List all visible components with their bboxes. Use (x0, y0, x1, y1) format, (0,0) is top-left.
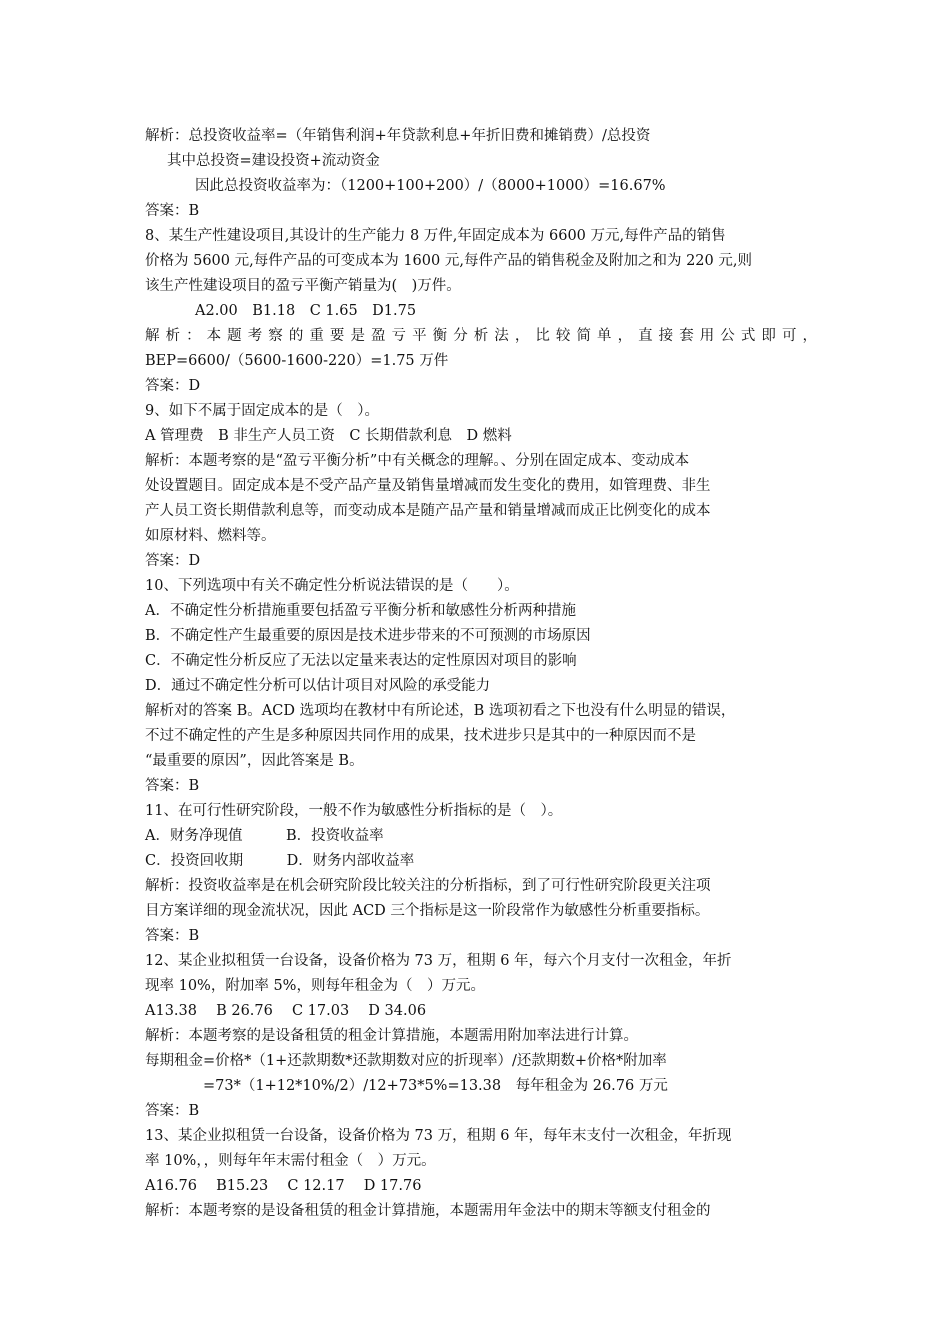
question-11-analysis: 目方案详细的现金流状况，因此 ACD 三个指标是这一阶段常作为敏感性分析重要指标。 (145, 903, 710, 919)
question-13-options: A16.76 B15.23 C 12.17 D 17.76 (145, 1178, 422, 1194)
answer-line: 答案：B (145, 778, 200, 794)
answer-line: 答案：B (145, 928, 200, 944)
question-10-option-c: C．不确定性分析反应了无法以定量来表达的定性原因对项目的影响 (145, 653, 577, 669)
question-10-option-d: D．通过不确定性分析可以估计项目对风险的承受能力 (145, 678, 491, 694)
question-9-text: 9、如下不属于固定成本的是（ ）。 (145, 403, 379, 419)
question-9-analysis: 解析：本题考察的是“盈亏平衡分析”中有关概念的理解。、分别在固定成本、变动成本 (145, 453, 690, 469)
question-10-analysis: 不过不确定性的产生是多种原因共同作用的成果，技术进步只是其中的一种原因而不是 (145, 728, 696, 744)
analysis-line: 解析：总投资收益率=（年销售利润+年贷款利息+年折旧费和摊销费）/总投资 (145, 128, 651, 144)
question-8-text: 该生产性建设项目的盈亏平衡产销量为( )万件。 (145, 278, 461, 294)
question-8-analysis: BEP=6600/（5600-1600-220）=1.75 万件 (145, 353, 449, 369)
analysis-formula: 因此总投资收益率为：（1200+100+200）/（8000+1000）=16.67% (195, 178, 666, 194)
question-13-text: 13、某企业拟租赁一台设备，设备价格为 73 万，租期 6 年，每年末支付一次租金，年折现 (145, 1128, 732, 1144)
question-10-option-b: B．不确定性产生最重要的原因是技术进步带来的不可预测的市场原因 (145, 628, 591, 644)
question-9-analysis: 处设置题目。固定成本是不受产品产量及销售量增减而发生变化的费用，如管理费、非生 (145, 478, 711, 494)
question-13-analysis: 解析：本题考察的是设备租赁的租金计算措施，本题需用年金法中的期末等额支付租金的 (145, 1203, 711, 1219)
answer-line: 答案：D (145, 378, 201, 394)
question-12-formula: 每期租金=价格*（1+还款期数*还款期数对应的折现率）/还款期数+价格*附加率 (145, 1053, 667, 1069)
answer-line: 答案：D (145, 553, 201, 569)
question-8-analysis: 解析：本题考察的重要是盈亏平衡分析法，比较简单，直接套用公式即可， (145, 328, 817, 344)
question-13-text: 率 10%，，则每年年末需付租金（ ）万元。 (145, 1153, 436, 1169)
question-8-text: 价格为 5600 元,每件产品的可变成本为 1600 元,每件产品的销售税金及附加之和为 220 元,则 (145, 253, 752, 269)
question-12-text: 现率 10%，附加率 5%，则每年租金为（ ）万元。 (145, 978, 485, 994)
question-8-text: 8、某生产性建设项目,其设计的生产能力 8 万件,年固定成本为 6600 万元,每件产品的销售 (145, 228, 726, 244)
answer-line: 答案：B (145, 203, 200, 219)
question-11-analysis: 解析：投资收益率是在机会研究阶段比较关注的分析指标，到了可行性研究阶段更关注项 (145, 878, 711, 894)
question-12-formula: =73*（1+12*10%/2）/12+73*5%=13.38 每年租金为 26.76 万元 (203, 1078, 668, 1094)
question-12-options: A13.38 B 26.76 C 17.03 D 34.06 (145, 1003, 427, 1019)
answer-line: 答案：B (145, 1103, 200, 1119)
question-8-options: A2.00 B1.18 C 1.65 D1.75 (195, 303, 417, 319)
question-11-options: C．投资回收期 D．财务内部收益率 (145, 853, 415, 869)
question-10-option-a: A．不确定性分析措施重要包括盈亏平衡分析和敏感性分析两种措施 (145, 603, 576, 619)
question-9-analysis: 如原材料、燃料等。 (145, 528, 276, 544)
question-10-text: 10、下列选项中有关不确定性分析说法错误的是（ ）。 (145, 578, 519, 594)
question-12-text: 12、某企业拟租赁一台设备，设备价格为 73 万，租期 6 年，每六个月支付一次租金，年折 (145, 953, 732, 969)
question-11-options: A．财务净现值 B．投资收益率 (145, 828, 384, 844)
question-11-text: 11、在可行性研究阶段，一般不作为敏感性分析指标的是（ ）。 (145, 803, 563, 819)
analysis-line: 其中总投资=建设投资+流动资金 (167, 153, 380, 169)
document-body (145, 124, 817, 1224)
question-9-options: A 管理费 B 非生产人员工资 C 长期借款利息 D 燃料 (145, 428, 512, 444)
question-9-analysis: 产人员工资长期借款利息等，而变动成本是随产品产量和销量增减而成正比例变化的成本 (145, 503, 711, 519)
question-10-analysis: 解析对的答案 B。ACD 选项均在教材中有所论述，B 选项初看之下也没有什么明显的错误， (145, 703, 736, 719)
question-12-analysis: 解析：本题考察的是设备租赁的租金计算措施，本题需用附加率法进行计算。 (145, 1028, 638, 1044)
question-10-analysis: “最重要的原因”，因此答案是 B。 (145, 753, 364, 769)
